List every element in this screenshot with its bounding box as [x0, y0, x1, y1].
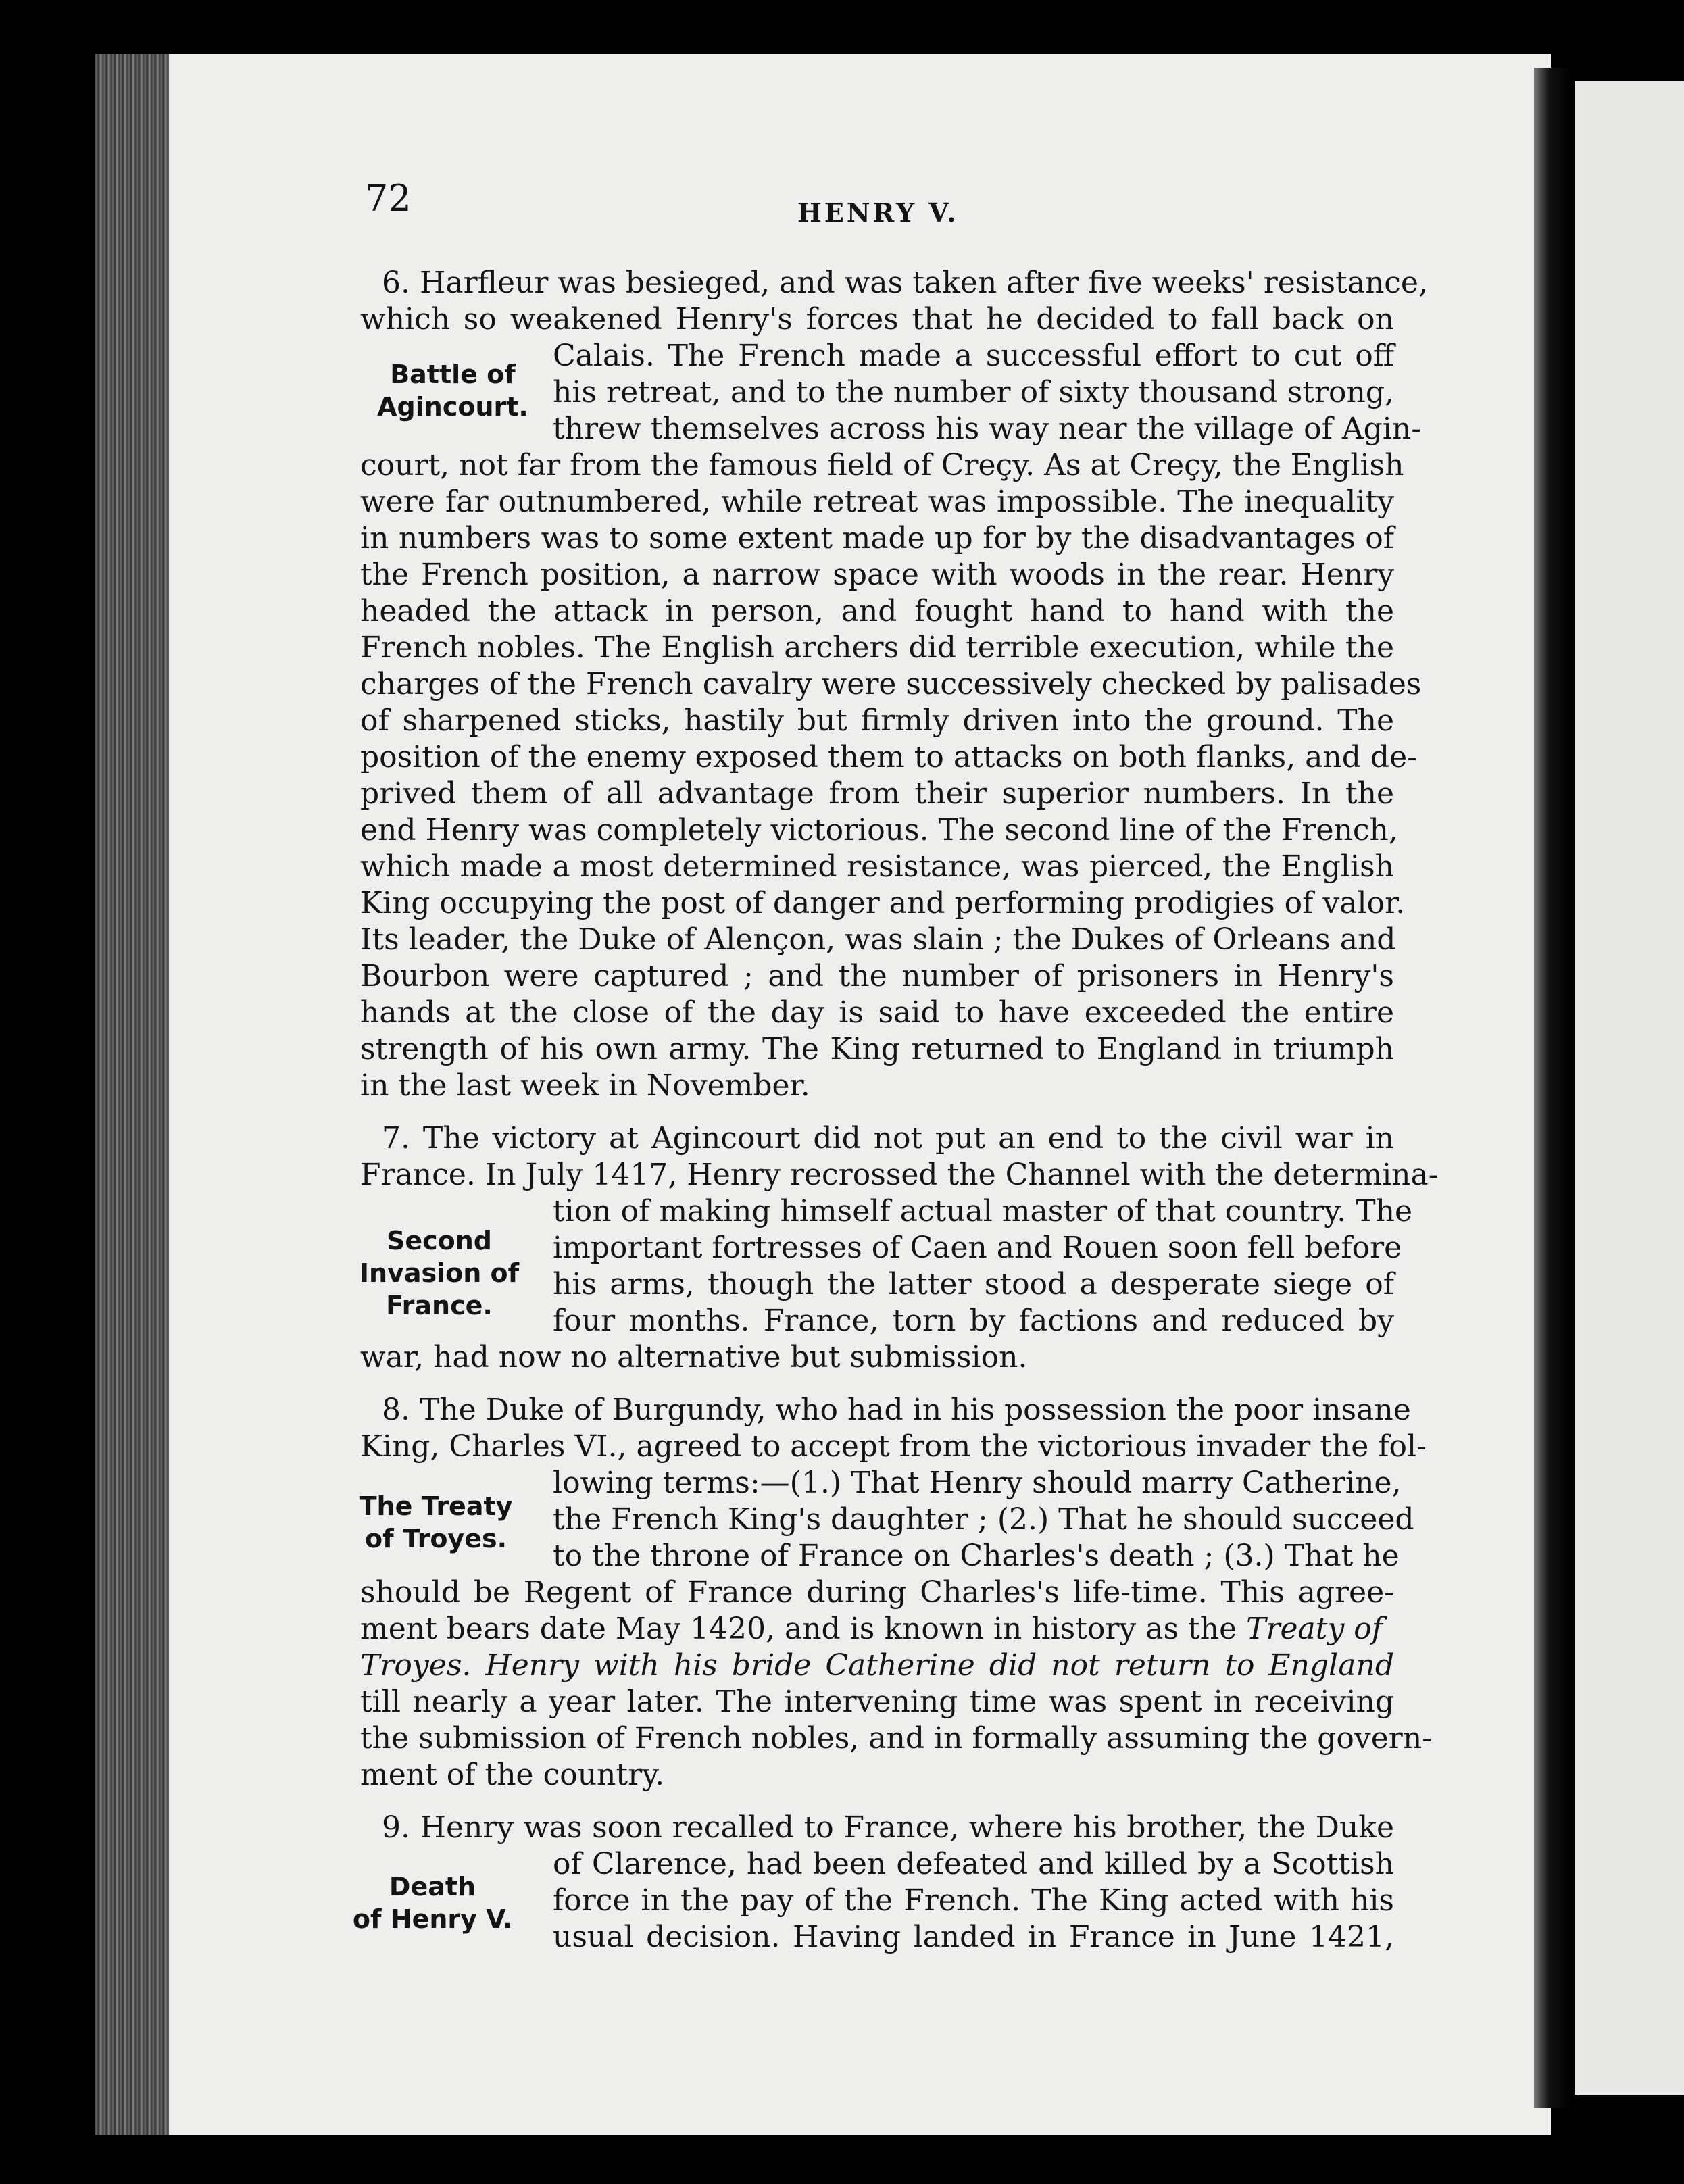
text-line: Calais. The French made a successful effort to cut off [553, 339, 1394, 373]
text-line: Its leader, the Duke of Alençon, was slain ; the Dukes of Orleans and [360, 922, 1396, 957]
text-line: French nobles. The English archers did terrible execution, while the [360, 630, 1394, 665]
text-line [360, 1647, 1394, 1684]
text-line: which so weakened Henry's forces that he decided to fall back on [360, 302, 1394, 337]
text-line: important fortresses of Caen and Rouen soon fell before [553, 1231, 1402, 1265]
side-note-second-invasion [341, 1224, 537, 1322]
facing-page [1575, 81, 1684, 2095]
text-line: ment of the country. [360, 1758, 665, 1792]
side-note-line: Second [386, 1226, 493, 1256]
side-note-battle-of-agincourt [355, 358, 551, 423]
text-line: the submission of French nobles, and in formally assuming the govern- [360, 1721, 1433, 1756]
text-line: till nearly a year later. The intervening time was spent in receiving [360, 1685, 1394, 1719]
text-line [360, 1611, 1394, 1647]
text-line: should be Regent of France during Charles's life-time. This agree- [360, 1575, 1394, 1610]
text-line: force in the pay of the French. The King acted with his [553, 1883, 1394, 1918]
text-line: hands at the close of the day is said to have exceeded the entire [360, 995, 1394, 1030]
side-note-treaty-of-troyes [338, 1490, 534, 1555]
text-line: Bourbon were captured ; and the number of prisoners in Henry's [360, 959, 1394, 993]
side-note-line: Invasion of [359, 1258, 520, 1288]
text-line: of Clarence, had been defeated and killed by a Scottish [553, 1847, 1394, 1881]
text-line: headed the attack in person, and fought hand to hand with the [360, 594, 1394, 628]
text-line: in the last week in November. [360, 1068, 810, 1103]
text-line: position of the enemy exposed them to attacks on both flanks, and de- [360, 740, 1417, 774]
side-note-line: of Henry V. [352, 1904, 513, 1934]
text-line: 9. Henry was soon recalled to France, where his brother, the Duke [382, 1810, 1394, 1845]
text-line: lowing terms:—(1.) That Henry should marry Catherine, [553, 1466, 1402, 1500]
page-number: 72 [365, 177, 412, 220]
text-line: his retreat, and to the number of sixty thousand strong, [553, 375, 1394, 410]
side-note-line: Agincourt. [377, 392, 528, 422]
side-note-line: The Treaty [359, 1491, 513, 1521]
side-note-death-of-henry [335, 1870, 530, 1935]
text-line: King occupying the post of danger and performing prodigies of valor. [360, 886, 1406, 920]
side-note-line: France. [386, 1291, 493, 1320]
text-line: France. In July 1417, Henry recrossed the Channel with the determina- [360, 1158, 1439, 1192]
text-line: prived them of all advantage from their superior numbers. In the [360, 776, 1394, 811]
book-gutter [1534, 68, 1572, 2108]
side-note-line: Battle of [390, 359, 516, 389]
text-line: the French position, a narrow space with woods in the rear. Henry [360, 557, 1394, 592]
text-line: court, not far from the famous field of Creçy. As at Creçy, the English [360, 448, 1404, 482]
side-note-line: of Troyes. [364, 1524, 507, 1554]
text-line: end Henry was completely victorious. The second line of the French, [360, 813, 1398, 847]
text-line: in numbers was to some extent made up for by the disadvantages of [360, 521, 1394, 555]
text-line: war, had now no alternative but submission. [360, 1340, 1028, 1374]
text-line: to the throne of France on Charles's death ; (3.) That he [553, 1539, 1400, 1573]
text-line: usual decision. Having landed in France in June 1421, [553, 1920, 1394, 1954]
text-line: of sharpened sticks, hastily but firmly driven into the ground. The [360, 703, 1394, 738]
text-line: his arms, though the latter stood a desperate siege of [553, 1267, 1394, 1301]
text-line: 7. The victory at Agincourt did not put an end to the civil war in [382, 1121, 1394, 1156]
text-fragment: Troyes. Henry with his bride Catherine did not return to England [360, 1648, 1394, 1683]
text-line: 8. The Duke of Burgundy, who had in his possession the poor insane [382, 1393, 1411, 1427]
text-line: King, Charles VI., agreed to accept from the victorious invader the fol- [360, 1429, 1427, 1464]
text-line: 6. Harfleur was besieged, and was taken after five weeks' resistance, [382, 266, 1428, 300]
text-line: which made a most determined resistance, was pierced, the English [360, 849, 1394, 884]
italic-treaty-of: Treaty of [1246, 1612, 1383, 1646]
text-line: four months. France, torn by factions and reduced by [553, 1304, 1394, 1338]
side-note-line: Death [389, 1872, 476, 1902]
text-line: threw themselves across his way near the village of Agin- [553, 412, 1422, 446]
text-line: charges of the French cavalry were successively checked by palisades [360, 667, 1422, 701]
text-line: tion of making himself actual master of that country. The [553, 1194, 1412, 1228]
text-line: strength of his own army. The King returned to England in triumph [360, 1032, 1394, 1066]
text-line: the French King's daughter ; (2.) That he should succeed [553, 1502, 1414, 1537]
text-line: were far outnumbered, while retreat was impossible. The inequality [360, 485, 1394, 519]
text-fragment: ment bears date May 1420, and is known in history as the [360, 1612, 1247, 1646]
running-head: HENRY V. [797, 197, 959, 228]
